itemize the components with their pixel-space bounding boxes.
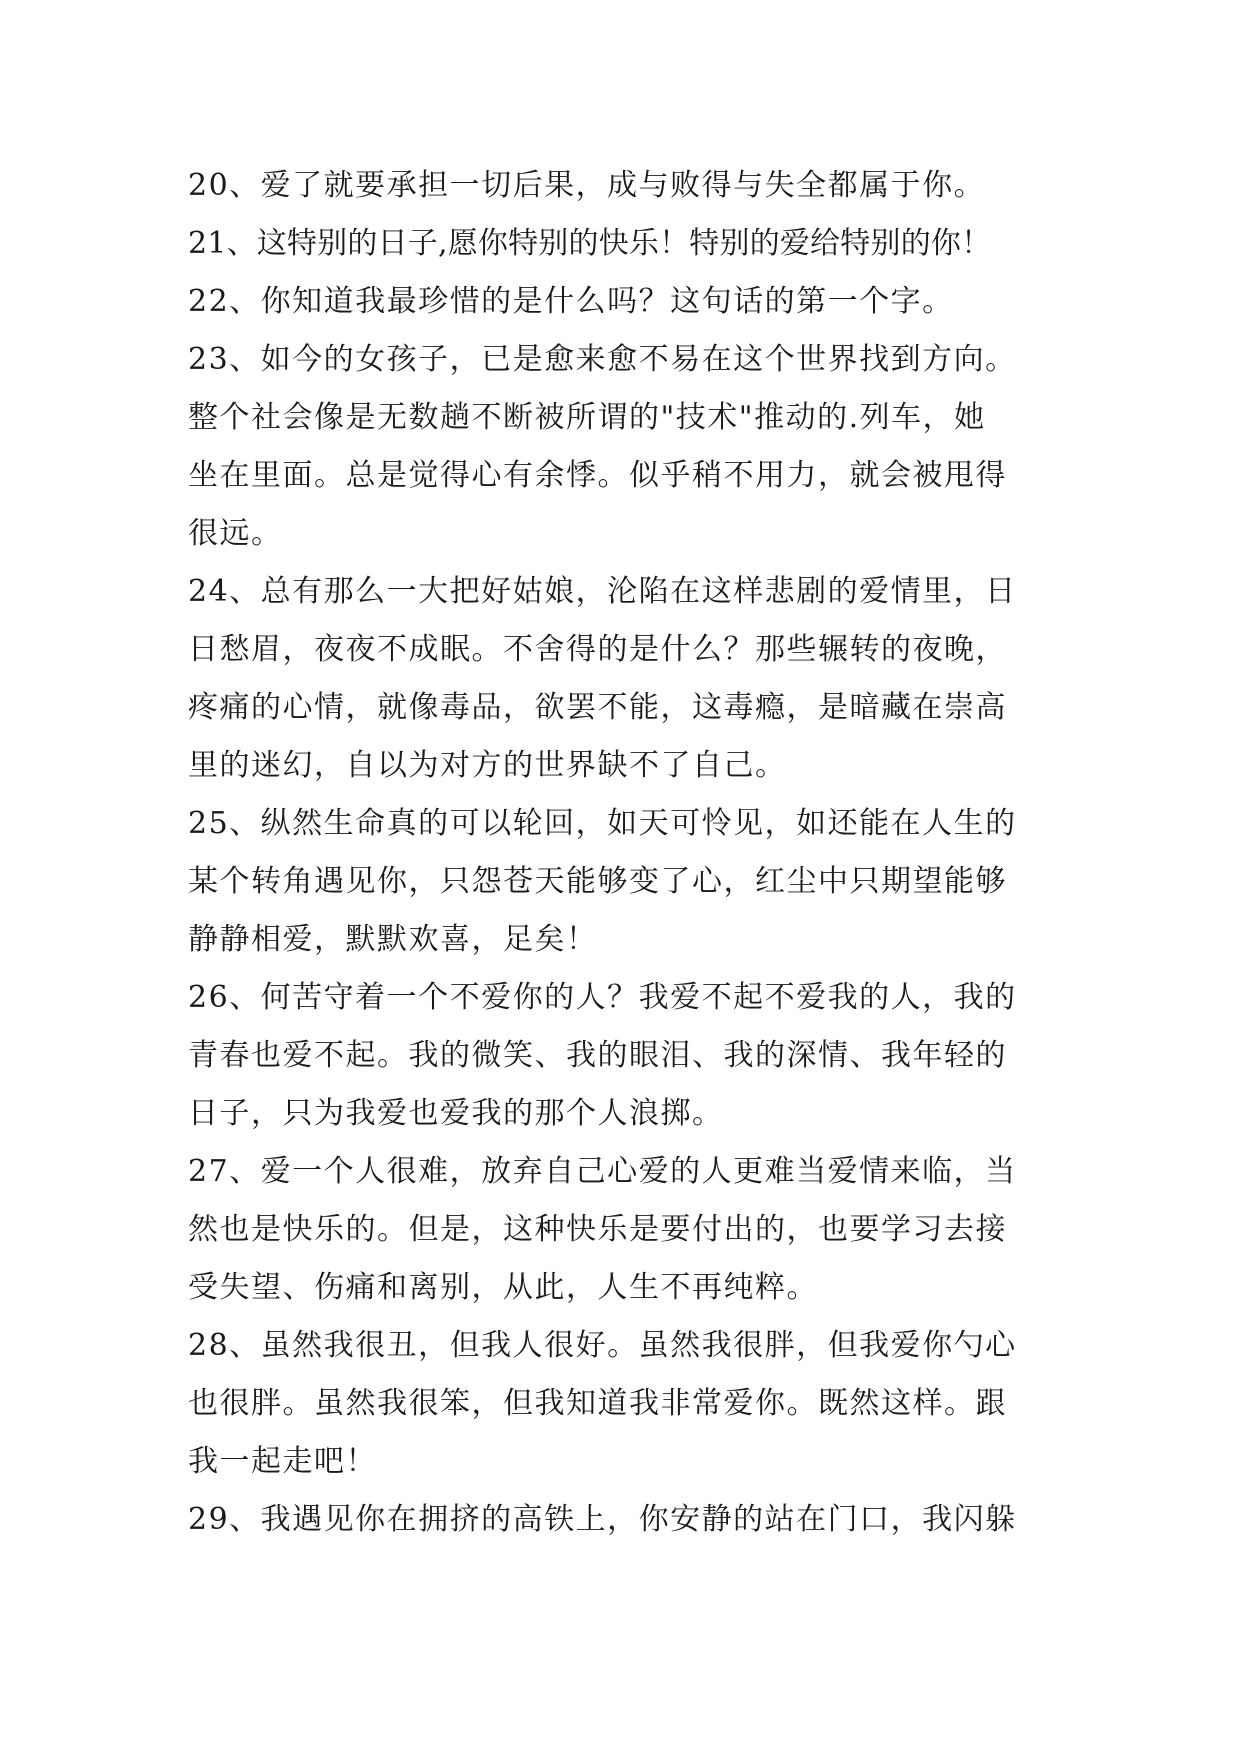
text-line: 很远。: [188, 516, 283, 551]
text-line: 24、总有那么一大把好姑娘，沦陷在这样悲剧的爱情里，日: [188, 574, 1017, 609]
text-line: 28、虽然我很丑，但我人很好。虽然我很胖，但我爱你勺心: [188, 1328, 1017, 1363]
text-line: 21、这特别的日子,愿你特别的快乐！特别的爱给特别的你！: [188, 226, 992, 261]
document-body: [188, 157, 1068, 1549]
text-line: 23、如今的女孩子，已是愈来愈不易在这个世界找到方向。: [188, 342, 1017, 377]
text-line: 22、你知道我最珍惜的是什么吗？这句话的第一个字。: [188, 284, 954, 319]
text-line: 日愁眉，夜夜不成眠。不舍得的是什么？那些辗转的夜晚，: [188, 632, 1007, 667]
text-line: 20、爱了就要承担一切后果，成与败得与失全都属于你。: [188, 168, 986, 203]
text-line: 静静相爱，默默欢喜，足矣！: [188, 922, 598, 957]
text-line: 也很胖。虽然我很笨，但我知道我非常爱你。既然这样。跟: [188, 1386, 1007, 1421]
text-line: 青春也爱不起。我的微笑、我的眼泪、我的深情、我年轻的: [188, 1038, 1007, 1073]
text-line: 某个转角遇见你，只怨苍天能够变了心，红尘中只期望能够: [188, 864, 1007, 899]
text-line: 受失望、伤痛和离别，从此，人生不再纯粹。: [188, 1270, 818, 1305]
text-line: 疼痛的心情，就像毒品，欲罢不能，这毒瘾，是暗藏在崇高: [188, 690, 1007, 725]
text-line: 我一起走吧！: [188, 1444, 377, 1479]
text-line: 25、纵然生命真的可以轮回，如天可怜见，如还能在人生的: [188, 806, 1017, 841]
text-line: 26、何苦守着一个不爱你的人？我爱不起不爱我的人，我的: [188, 980, 1017, 1015]
text-line: 然也是快乐的。但是，这种快乐是要付出的，也要学习去接: [188, 1212, 1007, 1247]
text-line: 整个社会像是无数趟不断被所谓的"技术"推动的.列车，她: [188, 400, 986, 435]
text-line: 里的迷幻，自以为对方的世界缺不了自己。: [188, 748, 787, 783]
text-line: 日子，只为我爱也爱我的那个人浪掷。: [188, 1096, 724, 1131]
text-line: 27、爱一个人很难，放弃自己心爱的人更难当爱情来临，当: [188, 1154, 1017, 1189]
text-line: 坐在里面。总是觉得心有余悸。似乎稍不用力，就会被甩得: [188, 458, 1007, 493]
text-line: 29、我遇见你在拥挤的高铁上，你安静的站在门口，我闪躲: [188, 1502, 1017, 1537]
